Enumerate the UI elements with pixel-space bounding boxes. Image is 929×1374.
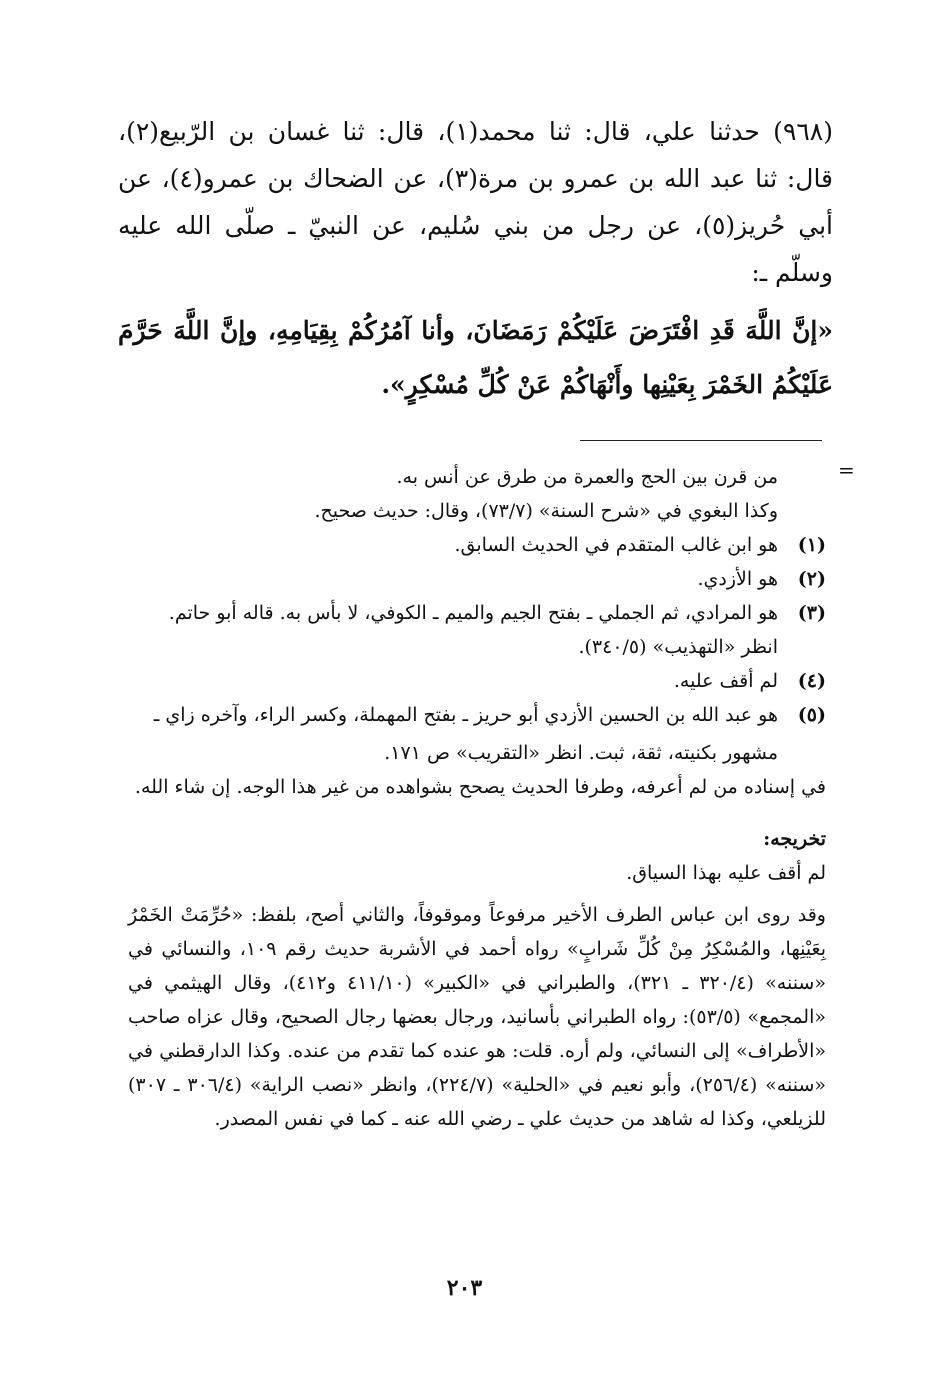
footnote-text-continued: مشهور بكنيته، ثقة، ثبت. انظر «التقريب» ص ١٧١. <box>384 742 778 764</box>
footnote-5 <box>128 698 826 770</box>
footnote-text: هو المرادي، ثم الجملي ـ بفتح الجيم والميم ـ الكوفي، لا بأس به. قاله أبو حاتم. <box>168 602 778 624</box>
footnote-text: لم أقف عليه. <box>673 670 778 692</box>
continuation-line: من قرن بين الحج والعمرة من طرق عن أنس به. <box>396 466 778 488</box>
footnote-text-continued: انظر «التهذيب» (٣٤٠/٥). <box>578 636 778 658</box>
hadith-matn: «إنَّ اللَّهَ قَدِ افْتَرَضَ عَلَيْكُمْ رَمَضَانَ، وأنا آمُرُكُمْ بِقِيَامِهِ، وإنَّ اللَّهَ حَرَّمَ عَلَيْكُمُ الخَمْرَ بِعَيْنِها وأَنْهَاكُمْ عَنْ كُلِّ مُسْكِرٍ». <box>118 316 833 399</box>
footnote-text: هو عبد الله بن الحسين الأزدي أبو حريز ـ بفتح المهملة، وكسر الراء، وآخره زاي ـ <box>153 704 778 726</box>
footnotes <box>128 460 826 1136</box>
continuation-line: وكذا البغوي في «شرح السنة» (٧٣/٧)، وقال: حديث صحيح. <box>314 500 778 522</box>
footnote-text-block <box>128 596 778 664</box>
takhrij-paragraph: وقد روى ابن عباس الطرف الأخير مرفوعاً وموقوفاً، والثاني أصح، بلفظ: «حُرِّمَتْ الخَمْرُ بِعَيْنِها، والمُسْكِرُ مِنْ كُلِّ شَرابٍ» رواه أحمد في الأشربة حديث رقم ١٠٩، والنسائي في «سننه» (٣٢٠/٤ ـ ٣٢١)، والطبراني في «الكبير» (٤١١/١٠ و٤١٢)، وقال الهيثمي في «المجمع» (٥٣/٥): رواه الطبراني بأسانيد، ورجال بعضها رجال الصحيح، وقال عزاه صاحب «الأطراف» إلى النسائي، ولم أره. قلت: هو عنده كما تقدم من عنده. وكذا الدارقطني في «سننه» (٢٥٦/٤)، وأبو نعيم في «الحلية» (٢٢٤/٧)، وانظر «نصب الراية» (٣٠٦/٤ ـ ٣٠٧) للزيلعي، وكذا له شاهد من حديث علي ـ رضي الله عنه ـ كما في نفس المصدر. <box>128 904 826 1130</box>
footnote-text: هو الأزدي. <box>697 568 778 590</box>
page-number: ٢٠٣ <box>446 1275 483 1301</box>
footnote-separator <box>580 440 822 441</box>
footnote-number: (١) <box>797 534 826 556</box>
isnad-note: في إسناده من لم أعرفه، وطرفا الحديث يصحح بشواهده من غير هذا الوجه. إن شاء الله. <box>134 776 826 798</box>
footnote-text: هو ابن غالب المتقدم في الحديث السابق. <box>454 534 778 556</box>
footnote-2 <box>128 562 826 596</box>
takhrij-heading: تخريجه: <box>763 828 826 850</box>
takhrij-line: لم أقف عليه بهذا السياق. <box>626 862 826 884</box>
footnote-3 <box>128 596 826 664</box>
spacer <box>128 890 826 898</box>
footnote-number: (٥) <box>797 704 826 726</box>
continuation-mark: = <box>838 458 855 482</box>
footnote-text-block <box>128 698 778 770</box>
main-text <box>118 108 833 437</box>
footnote-number: (٢) <box>797 568 826 590</box>
hadith-isnad: (٩٦٨) حدثنا علي، قال: ثنا محمد(١)، قال: ثنا غسان بن الرّبيع(٢)، قال: ثنا عبد الله بن عمرو بن مرة(٣)، عن الضحاك بن عمرو(٤)، عن أبي حُريز(٥)، عن رجل من بني سُليم، عن النبيّ ـ صلّى الله عليه وسلّم ـ: <box>118 117 834 287</box>
footnote-number: (٤) <box>797 670 826 692</box>
footnote-4 <box>128 664 826 698</box>
spacer <box>128 804 826 822</box>
footnote-1 <box>128 528 826 562</box>
footnote-number: (٣) <box>797 602 826 624</box>
